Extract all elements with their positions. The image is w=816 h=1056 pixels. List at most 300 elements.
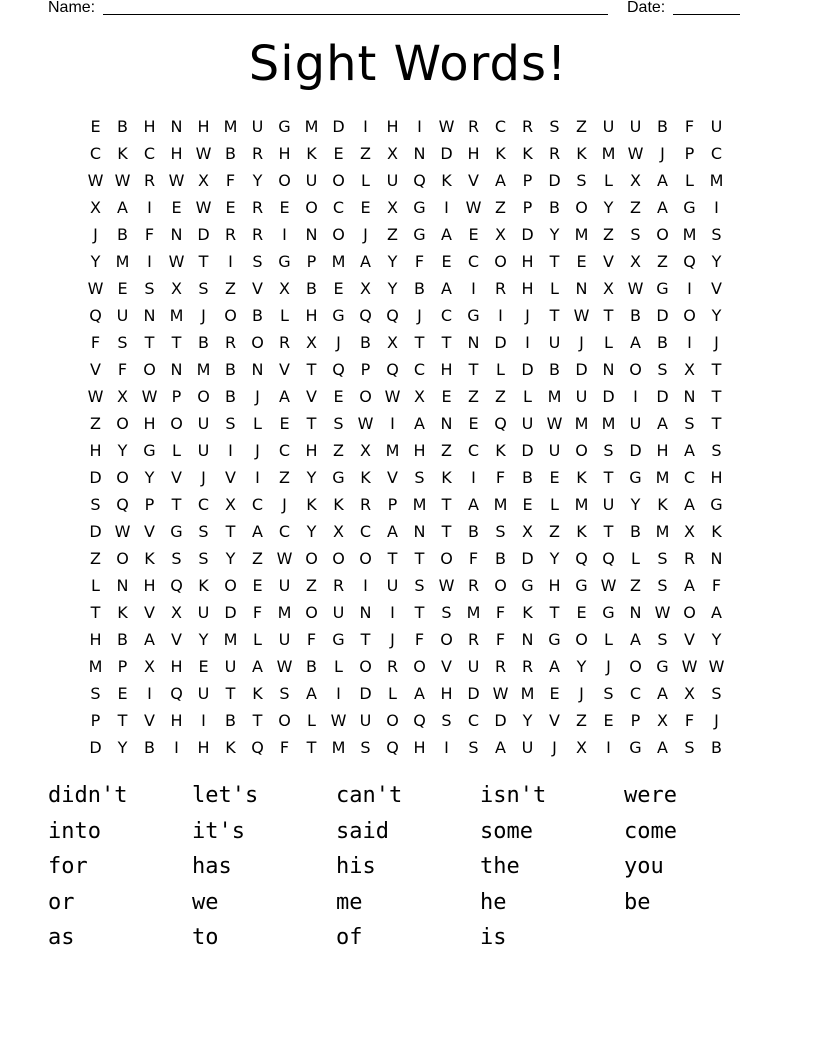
grid-letter[interactable]: G [710, 495, 723, 514]
grid-letter[interactable]: Z [225, 279, 236, 298]
grid-letter[interactable]: O [143, 360, 156, 379]
grid-letter[interactable]: T [549, 306, 560, 325]
grid-letter[interactable]: X [90, 198, 101, 217]
grid-letter[interactable]: R [278, 333, 291, 352]
grid-letter[interactable]: Z [90, 549, 101, 568]
grid-letter[interactable]: G [413, 198, 426, 217]
grid-letter[interactable]: O [305, 549, 318, 568]
grid-letter[interactable]: S [90, 495, 101, 514]
grid-letter[interactable]: X [387, 198, 398, 217]
grid-letter[interactable]: U [197, 414, 210, 433]
grid-letter[interactable]: A [414, 414, 425, 433]
grid-letter[interactable]: I [687, 333, 692, 352]
grid-letter[interactable]: I [444, 738, 449, 757]
grid-letter[interactable]: M [88, 657, 103, 676]
grid-letter[interactable]: K [198, 576, 209, 595]
grid-letter[interactable]: U [224, 657, 237, 676]
grid-letter[interactable]: S [414, 468, 425, 487]
grid-letter[interactable]: H [170, 711, 183, 730]
grid-letter[interactable]: L [307, 711, 316, 730]
grid-letter[interactable]: A [414, 684, 425, 703]
grid-letter[interactable]: A [360, 252, 371, 271]
grid-letter[interactable]: T [198, 252, 209, 271]
grid-letter[interactable]: K [144, 549, 155, 568]
grid-letter[interactable]: H [89, 441, 102, 460]
grid-letter[interactable]: X [522, 522, 533, 541]
grid-letter[interactable]: I [633, 387, 638, 406]
grid-letter[interactable]: O [386, 711, 399, 730]
grid-letter[interactable]: S [360, 738, 371, 757]
grid-letter[interactable]: N [413, 144, 426, 163]
grid-letter[interactable]: C [332, 198, 345, 217]
grid-letter[interactable]: B [711, 738, 722, 757]
grid-letter[interactable]: D [89, 522, 102, 541]
grid-letter[interactable]: A [657, 684, 668, 703]
grid-letter[interactable]: S [468, 738, 479, 757]
grid-letter[interactable]: V [441, 657, 452, 676]
grid-letter[interactable]: D [575, 360, 588, 379]
grid-letter[interactable]: X [306, 333, 317, 352]
grid-letter[interactable]: U [602, 495, 615, 514]
grid-letter[interactable]: V [711, 279, 722, 298]
grid-letter[interactable]: O [656, 225, 669, 244]
grid-letter[interactable]: Q [359, 306, 372, 325]
grid-letter[interactable]: S [711, 441, 722, 460]
grid-letter[interactable]: W [195, 198, 212, 217]
grid-letter[interactable]: B [657, 117, 668, 136]
grid-letter[interactable]: W [276, 657, 293, 676]
grid-letter[interactable]: F [414, 630, 425, 649]
grid-letter[interactable]: F [711, 576, 722, 595]
grid-letter[interactable]: Q [386, 738, 399, 757]
grid-letter[interactable]: Z [576, 117, 587, 136]
grid-letter[interactable]: N [602, 360, 615, 379]
grid-letter[interactable]: P [522, 198, 533, 217]
grid-letter[interactable]: M [304, 117, 319, 136]
grid-letter[interactable]: D [89, 468, 102, 487]
grid-letter[interactable]: P [90, 711, 101, 730]
grid-letter[interactable]: M [277, 603, 292, 622]
grid-letter[interactable]: E [549, 684, 560, 703]
grid-letter[interactable]: B [549, 198, 560, 217]
grid-letter[interactable]: E [333, 144, 344, 163]
grid-letter[interactable]: U [548, 441, 561, 460]
grid-letter[interactable]: S [495, 522, 506, 541]
grid-letter[interactable]: M [385, 441, 400, 460]
grid-letter[interactable]: A [684, 576, 695, 595]
grid-letter[interactable]: K [495, 441, 506, 460]
grid-letter[interactable]: M [331, 738, 346, 757]
grid-letter[interactable]: O [575, 441, 588, 460]
grid-letter[interactable]: N [467, 333, 480, 352]
grid-letter[interactable]: C [440, 306, 453, 325]
grid-letter[interactable]: C [467, 441, 480, 460]
grid-letter[interactable]: A [144, 630, 155, 649]
grid-letter[interactable]: M [169, 306, 184, 325]
grid-letter[interactable]: B [144, 738, 155, 757]
grid-letter[interactable]: Y [387, 252, 398, 271]
grid-letter[interactable]: B [495, 549, 506, 568]
grid-letter[interactable]: F [684, 711, 695, 730]
grid-letter[interactable]: I [525, 333, 530, 352]
grid-letter[interactable]: Q [413, 711, 426, 730]
grid-letter[interactable]: S [198, 522, 209, 541]
grid-letter[interactable]: S [171, 549, 182, 568]
grid-letter[interactable]: F [495, 630, 506, 649]
grid-letter[interactable]: R [494, 657, 507, 676]
grid-letter[interactable]: A [441, 225, 452, 244]
grid-letter[interactable]: P [144, 495, 155, 514]
grid-letter[interactable]: T [441, 333, 452, 352]
grid-letter[interactable]: W [600, 576, 617, 595]
grid-letter[interactable]: K [117, 144, 128, 163]
grid-letter[interactable]: C [413, 360, 426, 379]
grid-letter[interactable]: E [333, 387, 344, 406]
grid-letter[interactable]: X [144, 657, 155, 676]
grid-letter[interactable]: M [574, 495, 589, 514]
grid-letter[interactable]: Y [144, 468, 155, 487]
grid-letter[interactable]: J [201, 468, 206, 487]
grid-letter[interactable]: R [251, 198, 264, 217]
grid-letter[interactable]: K [495, 144, 506, 163]
grid-letter[interactable]: R [332, 576, 345, 595]
grid-letter[interactable]: H [467, 144, 480, 163]
grid-letter[interactable]: A [279, 387, 290, 406]
grid-letter[interactable]: O [278, 711, 291, 730]
grid-letter[interactable]: W [654, 603, 671, 622]
grid-letter[interactable]: N [170, 117, 183, 136]
grid-letter[interactable]: L [253, 630, 262, 649]
grid-letter[interactable]: M [115, 252, 130, 271]
grid-letter[interactable]: Y [90, 252, 101, 271]
grid-letter[interactable]: V [144, 711, 155, 730]
grid-letter[interactable]: G [548, 630, 561, 649]
grid-letter[interactable]: O [170, 414, 183, 433]
grid-letter[interactable]: D [197, 225, 210, 244]
grid-letter[interactable]: T [171, 333, 182, 352]
grid-letter[interactable]: H [143, 576, 156, 595]
grid-letter[interactable]: W [546, 414, 563, 433]
grid-letter[interactable]: S [90, 684, 101, 703]
grid-letter[interactable]: J [552, 738, 557, 757]
grid-letter[interactable]: O [278, 171, 291, 190]
grid-letter[interactable]: B [225, 387, 236, 406]
grid-letter[interactable]: Y [711, 252, 722, 271]
grid-letter[interactable]: S [117, 333, 128, 352]
grid-letter[interactable]: W [114, 171, 131, 190]
grid-letter[interactable]: T [387, 549, 398, 568]
grid-letter[interactable]: W [87, 279, 104, 298]
grid-letter[interactable]: G [467, 306, 480, 325]
grid-letter[interactable]: B [630, 306, 641, 325]
grid-letter[interactable]: I [363, 576, 368, 595]
grid-letter[interactable]: A [252, 657, 263, 676]
grid-letter[interactable]: Y [117, 441, 128, 460]
grid-letter[interactable]: W [627, 144, 644, 163]
grid-letter[interactable]: A [657, 414, 668, 433]
grid-letter[interactable]: J [714, 333, 719, 352]
grid-letter[interactable]: V [684, 630, 695, 649]
grid-letter[interactable]: S [144, 279, 155, 298]
grid-letter[interactable]: P [684, 144, 695, 163]
grid-letter[interactable]: B [252, 306, 263, 325]
grid-letter[interactable]: M [574, 414, 589, 433]
grid-letter[interactable]: W [195, 144, 212, 163]
grid-letter[interactable]: Z [252, 549, 263, 568]
grid-letter[interactable]: B [225, 711, 236, 730]
grid-letter[interactable]: L [685, 171, 694, 190]
grid-letter[interactable]: R [386, 657, 399, 676]
grid-letter[interactable]: B [549, 360, 560, 379]
grid-letter[interactable]: F [144, 225, 155, 244]
grid-letter[interactable]: L [604, 630, 613, 649]
grid-letter[interactable]: G [656, 279, 669, 298]
grid-letter[interactable]: L [550, 279, 559, 298]
grid-letter[interactable]: U [548, 333, 561, 352]
grid-letter[interactable]: D [548, 171, 561, 190]
grid-letter[interactable]: X [171, 603, 182, 622]
grid-letter[interactable]: T [711, 387, 722, 406]
grid-letter[interactable]: O [575, 198, 588, 217]
grid-letter[interactable]: H [143, 117, 156, 136]
grid-letter[interactable]: D [521, 225, 534, 244]
grid-letter[interactable]: S [198, 549, 209, 568]
grid-letter[interactable]: D [494, 333, 507, 352]
grid-letter[interactable]: O [683, 603, 696, 622]
grid-letter[interactable]: Y [549, 225, 560, 244]
grid-letter[interactable]: Z [549, 522, 560, 541]
grid-letter[interactable]: Z [657, 252, 668, 271]
grid-letter[interactable]: J [660, 144, 665, 163]
grid-letter[interactable]: U [386, 171, 399, 190]
grid-letter[interactable]: R [467, 630, 480, 649]
grid-letter[interactable]: R [251, 144, 264, 163]
grid-letter[interactable]: M [655, 468, 670, 487]
grid-letter[interactable]: L [631, 549, 640, 568]
grid-letter[interactable]: J [417, 306, 422, 325]
grid-letter[interactable]: H [197, 117, 210, 136]
grid-letter[interactable]: D [224, 603, 237, 622]
grid-letter[interactable]: M [331, 252, 346, 271]
grid-letter[interactable]: D [656, 387, 669, 406]
grid-letter[interactable]: O [251, 333, 264, 352]
grid-letter[interactable]: S [441, 603, 452, 622]
grid-letter[interactable]: A [252, 522, 263, 541]
grid-letter[interactable]: B [360, 333, 371, 352]
grid-letter[interactable]: C [197, 495, 210, 514]
grid-letter[interactable]: O [494, 576, 507, 595]
grid-letter[interactable]: F [225, 171, 236, 190]
grid-letter[interactable]: W [168, 171, 185, 190]
grid-letter[interactable]: R [521, 657, 534, 676]
grid-letter[interactable]: L [388, 684, 397, 703]
grid-letter[interactable]: T [414, 603, 425, 622]
grid-letter[interactable]: Z [360, 144, 371, 163]
grid-letter[interactable]: A [306, 684, 317, 703]
grid-letter[interactable]: N [143, 306, 156, 325]
grid-letter[interactable]: L [550, 495, 559, 514]
grid-letter[interactable]: A [711, 603, 722, 622]
grid-letter[interactable]: Q [89, 306, 102, 325]
grid-letter[interactable]: Z [495, 387, 506, 406]
grid-letter[interactable]: V [603, 252, 614, 271]
grid-letter[interactable]: W [330, 711, 347, 730]
grid-letter[interactable]: A [495, 171, 506, 190]
grid-letter[interactable]: D [494, 711, 507, 730]
grid-letter[interactable]: I [498, 306, 503, 325]
grid-letter[interactable]: F [468, 549, 479, 568]
grid-letter[interactable]: Q [413, 171, 426, 190]
grid-letter[interactable]: Z [603, 225, 614, 244]
grid-letter[interactable]: R [521, 117, 534, 136]
grid-letter[interactable]: W [114, 522, 131, 541]
grid-letter[interactable]: E [468, 414, 479, 433]
grid-letter[interactable]: X [387, 144, 398, 163]
grid-letter[interactable]: A [468, 495, 479, 514]
grid-letter[interactable]: C [278, 441, 291, 460]
grid-letter[interactable]: L [91, 576, 100, 595]
grid-letter[interactable]: L [172, 441, 181, 460]
grid-letter[interactable]: H [656, 441, 669, 460]
grid-letter[interactable]: J [714, 711, 719, 730]
grid-letter[interactable]: N [359, 603, 372, 622]
grid-letter[interactable]: I [255, 468, 260, 487]
grid-letter[interactable]: S [225, 414, 236, 433]
grid-letter[interactable]: E [441, 252, 452, 271]
grid-letter[interactable]: H [521, 279, 534, 298]
grid-letter[interactable]: T [549, 603, 560, 622]
grid-letter[interactable]: Q [251, 738, 264, 757]
grid-letter[interactable]: A [630, 630, 641, 649]
grid-letter[interactable]: N [116, 576, 129, 595]
grid-letter[interactable]: G [656, 657, 669, 676]
grid-letter[interactable]: X [603, 279, 614, 298]
grid-letter[interactable]: J [606, 657, 611, 676]
grid-letter[interactable]: O [116, 468, 129, 487]
grid-letter[interactable]: X [684, 684, 695, 703]
grid-letter[interactable]: X [414, 387, 425, 406]
grid-letter[interactable]: T [711, 414, 722, 433]
grid-letter[interactable]: B [657, 333, 668, 352]
date-blank[interactable] [673, 14, 740, 15]
grid-letter[interactable]: C [89, 144, 102, 163]
grid-letter[interactable]: O [359, 657, 372, 676]
grid-letter[interactable]: A [630, 333, 641, 352]
grid-letter[interactable]: I [147, 252, 152, 271]
grid-letter[interactable]: S [657, 549, 668, 568]
grid-letter[interactable]: U [278, 630, 291, 649]
grid-letter[interactable]: P [630, 711, 641, 730]
grid-letter[interactable]: A [495, 738, 506, 757]
grid-letter[interactable]: B [117, 225, 128, 244]
grid-letter[interactable]: Z [90, 414, 101, 433]
grid-letter[interactable]: I [471, 279, 476, 298]
grid-letter[interactable]: B [117, 630, 128, 649]
grid-letter[interactable]: K [306, 495, 317, 514]
grid-letter[interactable]: G [170, 522, 183, 541]
grid-letter[interactable]: J [579, 684, 584, 703]
grid-letter[interactable]: S [684, 738, 695, 757]
grid-letter[interactable]: D [440, 144, 453, 163]
grid-letter[interactable]: J [336, 333, 341, 352]
grid-letter[interactable]: O [413, 657, 426, 676]
grid-letter[interactable]: G [143, 441, 156, 460]
name-blank[interactable] [103, 14, 608, 15]
grid-letter[interactable]: O [305, 198, 318, 217]
grid-letter[interactable]: O [683, 306, 696, 325]
grid-letter[interactable]: A [657, 171, 668, 190]
grid-letter[interactable]: E [90, 117, 101, 136]
grid-letter[interactable]: T [441, 495, 452, 514]
grid-letter[interactable]: R [548, 144, 561, 163]
grid-letter[interactable]: G [521, 576, 534, 595]
grid-letter[interactable]: U [116, 306, 129, 325]
grid-letter[interactable]: F [495, 468, 506, 487]
grid-letter[interactable]: J [255, 387, 260, 406]
grid-letter[interactable]: D [332, 117, 345, 136]
grid-letter[interactable]: L [523, 387, 532, 406]
grid-letter[interactable]: Y [630, 495, 641, 514]
grid-letter[interactable]: M [493, 495, 508, 514]
grid-letter[interactable]: A [657, 198, 668, 217]
grid-letter[interactable]: X [495, 225, 506, 244]
grid-letter[interactable]: T [306, 360, 317, 379]
grid-letter[interactable]: M [412, 495, 427, 514]
grid-letter[interactable]: X [279, 279, 290, 298]
grid-letter[interactable]: Q [386, 360, 399, 379]
grid-letter[interactable]: N [305, 225, 318, 244]
grid-letter[interactable]: V [549, 711, 560, 730]
grid-letter[interactable]: O [440, 549, 453, 568]
grid-letter[interactable]: E [603, 711, 614, 730]
grid-letter[interactable]: H [305, 306, 318, 325]
grid-letter[interactable]: D [521, 441, 534, 460]
grid-letter[interactable]: Z [630, 198, 641, 217]
grid-letter[interactable]: O [332, 171, 345, 190]
grid-letter[interactable]: I [714, 198, 719, 217]
grid-letter[interactable]: F [306, 630, 317, 649]
grid-letter[interactable]: J [282, 495, 287, 514]
grid-letter[interactable]: I [201, 711, 206, 730]
grid-letter[interactable]: F [117, 360, 128, 379]
grid-letter[interactable]: M [223, 117, 238, 136]
grid-letter[interactable]: R [143, 171, 156, 190]
grid-letter[interactable]: E [576, 252, 587, 271]
grid-letter[interactable]: O [116, 414, 129, 433]
grid-letter[interactable]: B [468, 522, 479, 541]
grid-letter[interactable]: E [225, 198, 236, 217]
grid-letter[interactable]: B [225, 360, 236, 379]
grid-letter[interactable]: U [602, 117, 615, 136]
grid-letter[interactable]: B [225, 144, 236, 163]
grid-letter[interactable]: V [279, 360, 290, 379]
grid-letter[interactable]: B [414, 279, 425, 298]
grid-letter[interactable]: S [279, 684, 290, 703]
grid-letter[interactable]: W [492, 684, 509, 703]
grid-letter[interactable]: M [574, 225, 589, 244]
grid-letter[interactable]: T [414, 549, 425, 568]
grid-letter[interactable]: Q [602, 549, 615, 568]
grid-letter[interactable]: I [147, 198, 152, 217]
grid-letter[interactable]: Y [306, 522, 317, 541]
grid-letter[interactable]: I [390, 414, 395, 433]
grid-letter[interactable]: J [390, 630, 395, 649]
grid-letter[interactable]: K [711, 522, 722, 541]
grid-letter[interactable]: U [278, 576, 291, 595]
grid-letter[interactable]: Q [332, 360, 345, 379]
grid-letter[interactable]: I [228, 441, 233, 460]
grid-letter[interactable]: Q [575, 549, 588, 568]
